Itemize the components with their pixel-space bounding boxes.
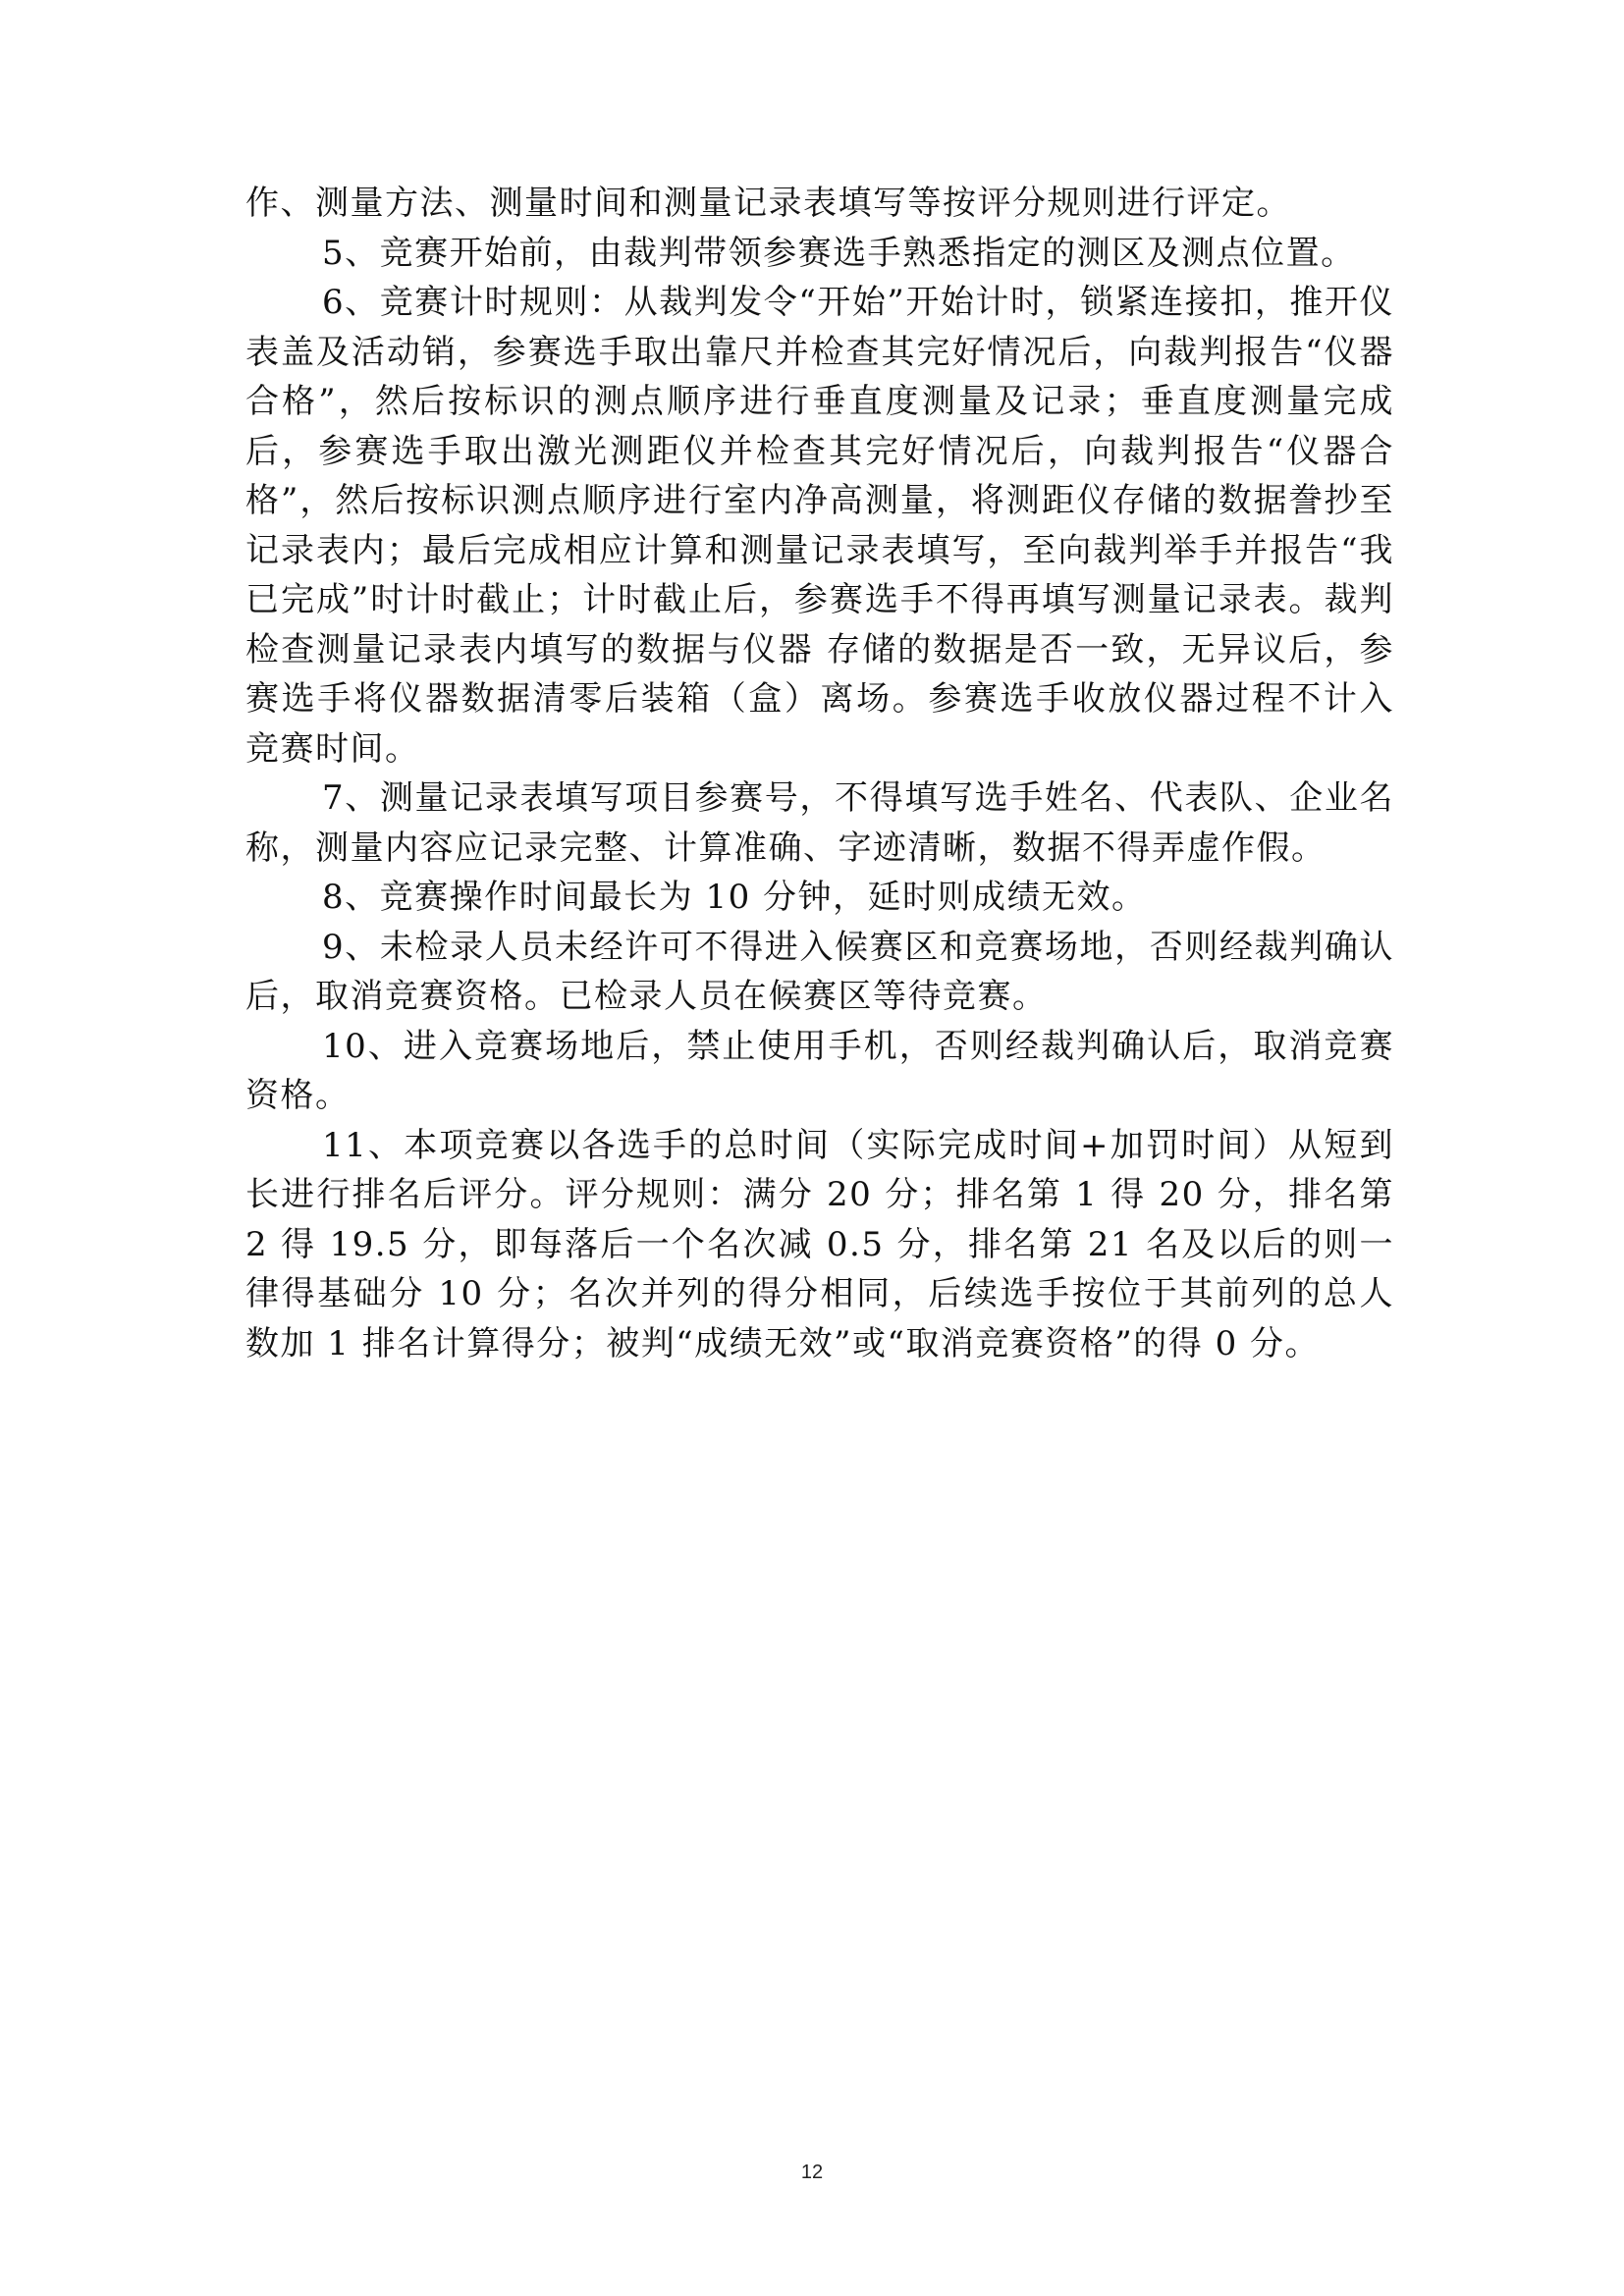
paragraph-item-5: 5、竞赛开始前，由裁判带领参赛选手熟悉指定的测区及测点位置。 — [322, 233, 1356, 273]
document-body — [245, 179, 1407, 1368]
paragraph-item-11: 11、本项竞赛以各选手的总时间（实际完成时间+加罚时间）从短到长进行排名后评分。评分规则：满分 20 分；排名第 1 得 20 分，排名第 2 得 19.5 分，即每落后一个名次减 0.5 分，排名第 21 名及以后的则一律得基础分 10 分；名次并列的得分相同，后续选手按位于其前列的总人数加 1 排名计算得分；被判“成绩无效”或“取消竞赛资格”的得 0 分。 — [245, 1125, 1407, 1363]
paragraph-item-10: 10、进入竞赛场地后，禁止使用手机，否则经裁判确认后，取消竞赛资格。 — [245, 1026, 1394, 1115]
page-number: 12 — [800, 2162, 824, 2183]
paragraph-item-6: 6、竞赛计时规则：从裁判发令“开始”开始计时，锁紧连接扣，推开仪表盖及活动销，参赛选手取出靠尺并检查其完好情况后，向裁判报告“仪器合格”，然后按标识的测点顺序进行垂直度测量及记录；垂直度测量完成后，参赛选手取出激光测距仪并检查其完好情况后，向裁判报告“仪器合格”，然后按标识测点顺序进行室内净高测量，将测距仪存储的数据誊抄至记录表内；最后完成相应计算和测量记录表填写，至向裁判举手并报告“我已完成”时计时截止；计时截止后，参赛选手不得再填写测量记录表。裁判检查测量记录表内填写的数据与仪器 存储的数据是否一致，无异议后，参赛选手将仪器数据清零后装箱（盒）离场。参赛选手收放仪器过程不计入竞赛时间。 — [245, 283, 1394, 769]
paragraph-item-8: 8、竞赛操作时间最长为 10 分钟，延时则成绩无效。 — [322, 878, 1147, 917]
paragraph-item-7: 7、测量记录表填写项目参赛号，不得填写选手姓名、代表队、企业名称，测量内容应记录完整、计算准确、字迹清晰，数据不得弄虚作假。 — [245, 778, 1394, 868]
paragraph-continuation: 作、测量方法、测量时间和测量记录表填写等按评分规则进行评定。 — [245, 184, 1291, 223]
paragraph-item-9: 9、未检录人员未经许可不得进入候赛区和竞赛场地，否则经裁判确认后，取消竞赛资格。已检录人员在候赛区等待竞赛。 — [245, 927, 1394, 1016]
